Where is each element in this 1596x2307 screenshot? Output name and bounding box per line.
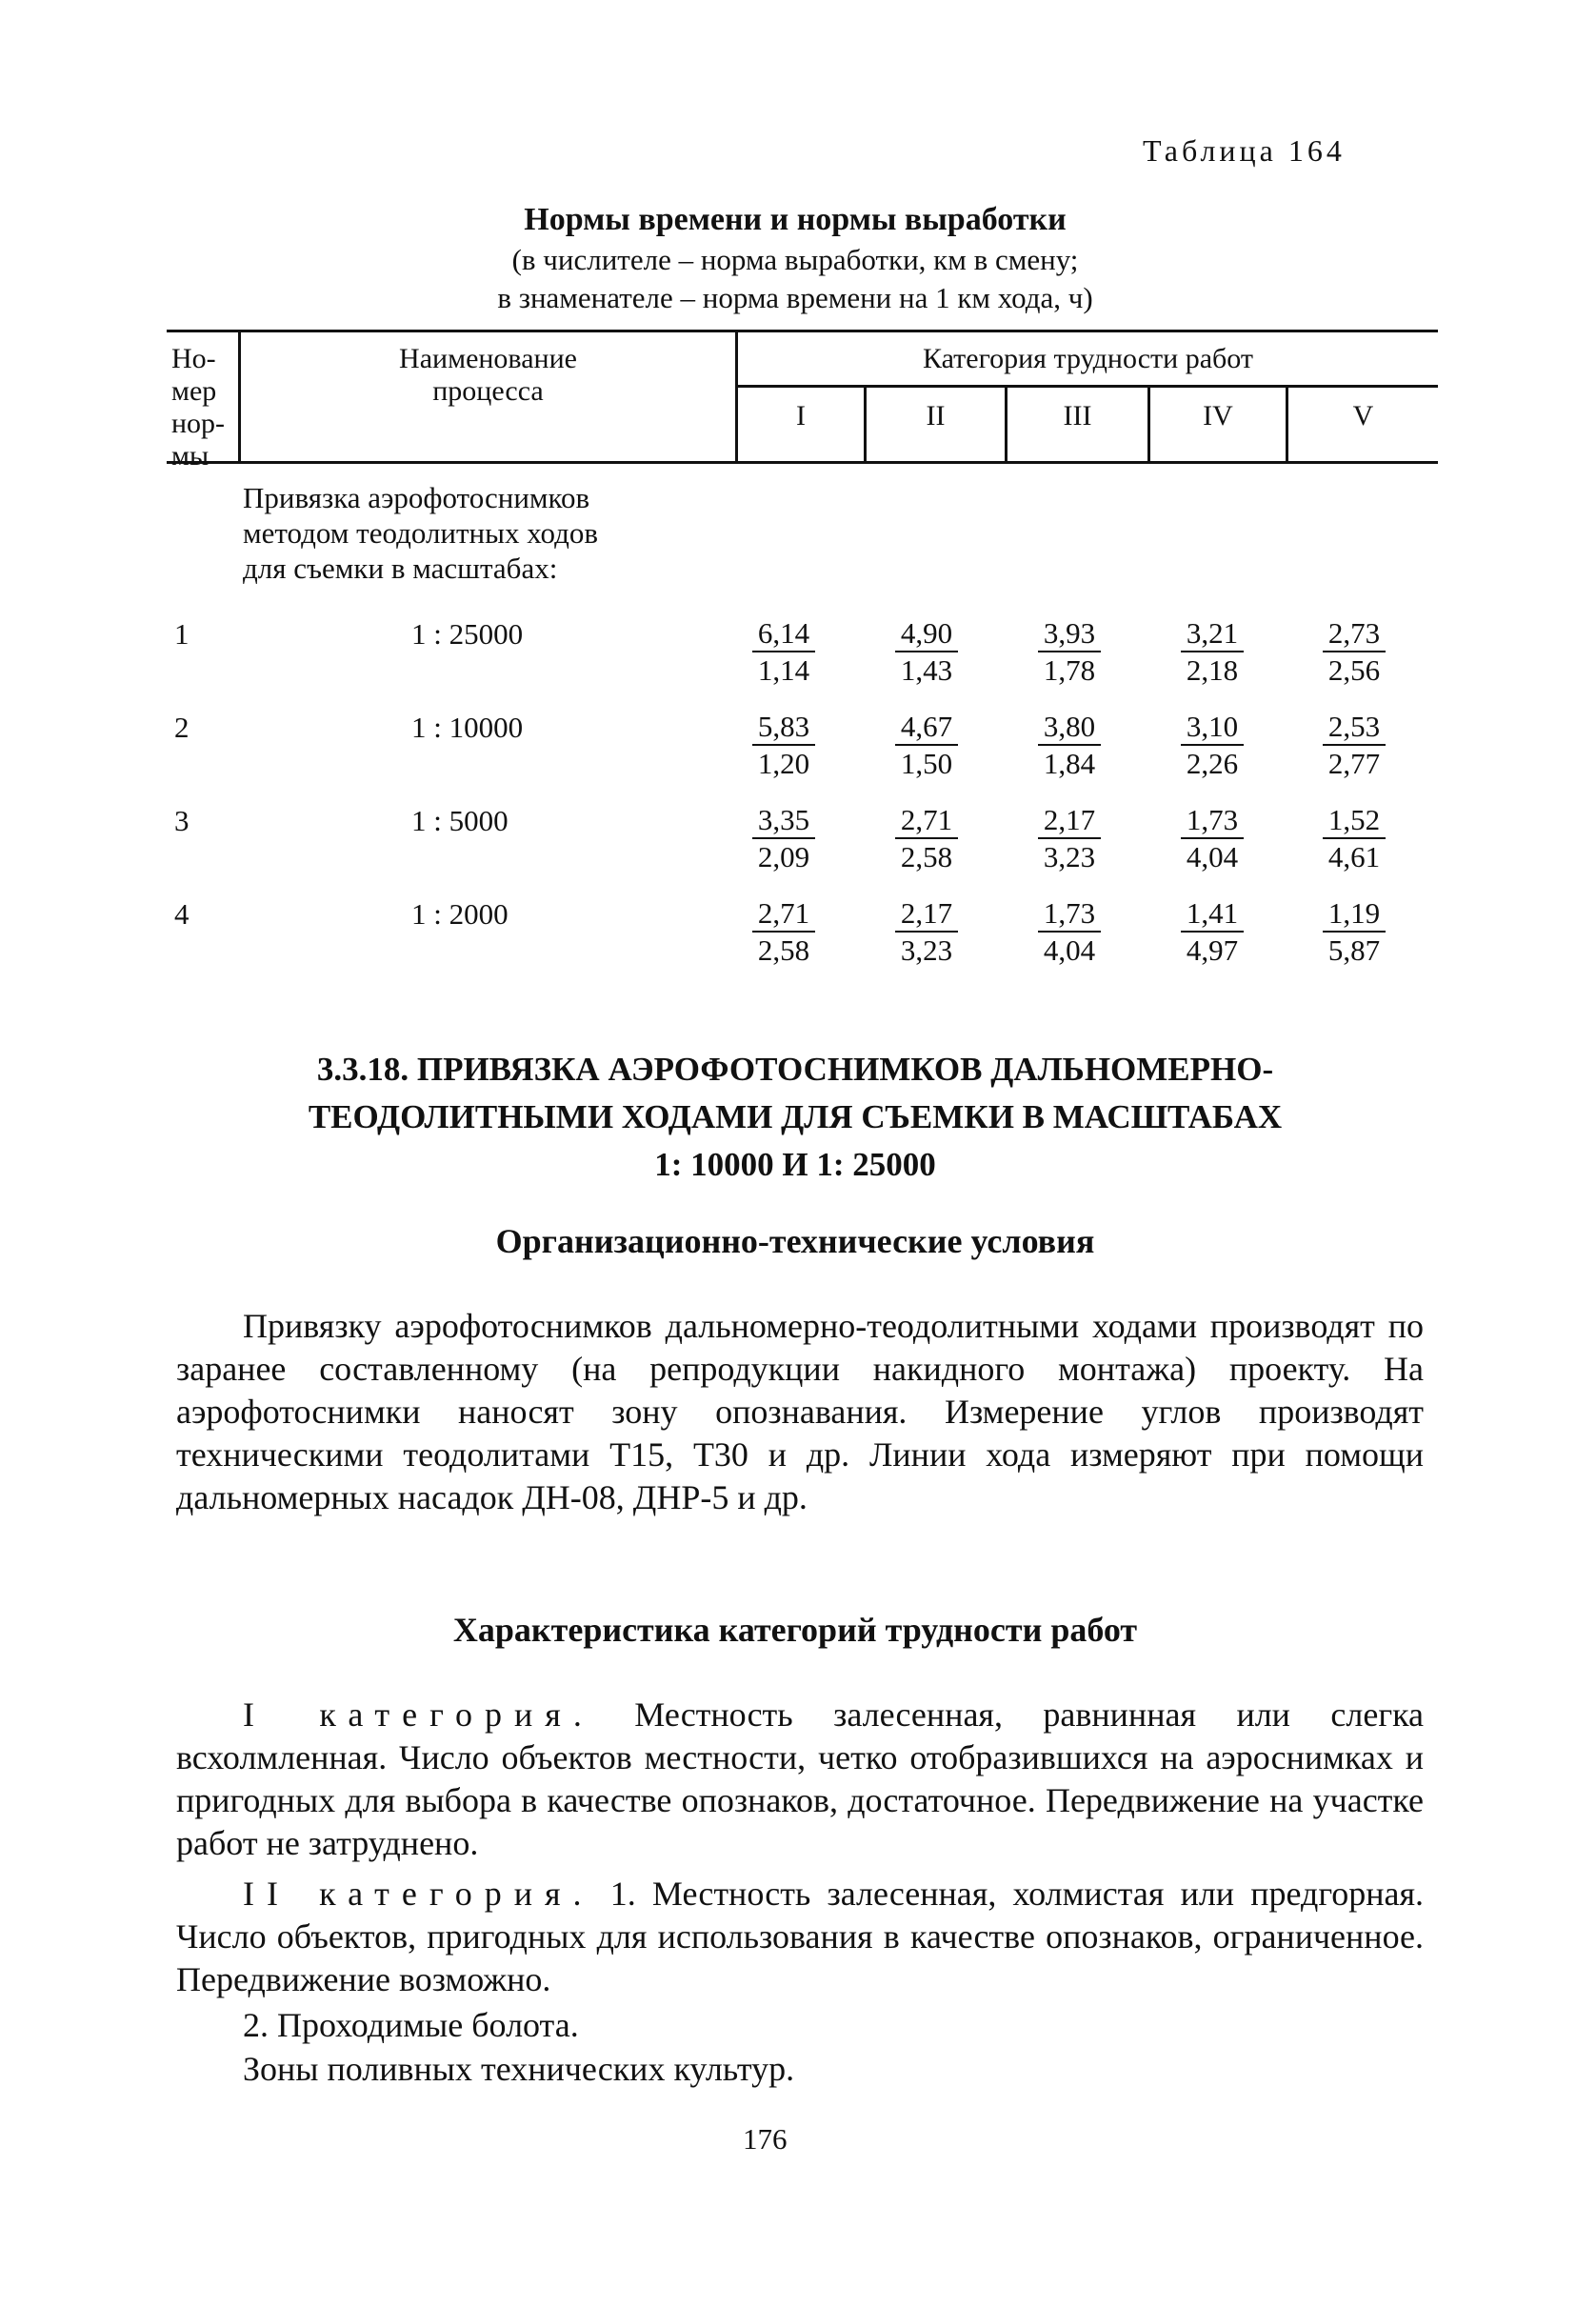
category-1-label: I категория. [243, 1695, 594, 1734]
header-norm-number: Но- мер нор- мы [171, 343, 226, 471]
category-divider-rule [738, 385, 1438, 388]
category-III: III [1063, 400, 1092, 431]
table-title: Нормы времени и нормы выработки [524, 202, 1067, 237]
section-heading: 3.3.18. ПРИВЯЗКА АЭРОФОТОСНИМКОВ ДАЛЬНОМЕРНО- ТЕОДОЛИТНЫМИ ХОДАМИ ДЛЯ СЪЕМКИ В МАСШТАБАХ 1: 10000 И 1: 25000 [308, 1051, 1283, 1183]
header-difficulty-category: Категория трудности работ [922, 343, 1254, 374]
row-scale: 1 : 25000 [411, 617, 524, 651]
table-label: Таблица 164 [1143, 133, 1346, 168]
category-IV: IV [1203, 400, 1233, 431]
value-cell: $\frac{1,52}{4,61}$ [1302, 802, 1406, 875]
value-cell: $\frac{6,14}{1,14}$ [731, 615, 836, 689]
value-cell: $\frac{3,80}{1,84}$ [1017, 709, 1122, 782]
value-cell: $\frac{1,41}{4,97}$ [1160, 895, 1265, 969]
table-header-bottom-rule [167, 461, 1438, 464]
value-cell: $\frac{1,73}{4,04}$ [1160, 802, 1265, 875]
row-scale: 1 : 2000 [411, 897, 509, 931]
page-number: 176 [743, 2122, 788, 2156]
row-number: 4 [174, 897, 190, 931]
value-cell: $\frac{3,10}{2,26}$ [1160, 709, 1265, 782]
category-I: I [796, 400, 806, 431]
category-II: II [926, 400, 946, 431]
row-scale: 1 : 5000 [411, 804, 509, 837]
categories-heading: Характеристика категорий трудности работ [452, 1611, 1138, 1649]
value-cell: $\frac{3,21}{2,18}$ [1160, 615, 1265, 689]
category-V: V [1352, 400, 1374, 431]
value-cell: $\frac{3,93}{1,78}$ [1017, 615, 1122, 689]
value-cell: $\frac{4,90}{1,43}$ [874, 615, 979, 689]
value-cell: $\frac{1,19}{5,87}$ [1302, 895, 1406, 969]
value-cell: $\frac{5,83}{1,20}$ [731, 709, 836, 782]
row-number: 2 [174, 711, 190, 744]
category-1-paragraph: I категория. Местность залесенная, равнинная или слегка всхолмленная. Число объектов местности, четко отобразившихся на аэроснимках и пригодных для выбора в качестве опознаков, достаточное. Передвижение на участке работ не затруднено. [176, 1695, 1425, 1862]
value-cell: $\frac{2,73}{2,56}$ [1302, 615, 1406, 689]
category-2-item-2: 2. Проходимые болота. [243, 2006, 579, 2044]
category-2-paragraph: II категория. 1. Местность залесенная, холмистая или предгорная. Число объектов, пригодных для использования в качестве опознаков, ограниченное. Передвижение возможно. [176, 1875, 1425, 1998]
category-2-label: II категория. [243, 1875, 594, 1913]
value-cell: $\frac{2,53}{2,77}$ [1302, 709, 1406, 782]
value-cell: $\frac{2,17}{3,23}$ [874, 895, 979, 969]
table-top-rule [167, 330, 1438, 332]
table-subtitle-line-1: (в числителе – норма выработки, км в смену; [511, 243, 1079, 276]
value-cell: $\frac{2,71}{2,58}$ [874, 802, 979, 875]
value-cell: $\frac{2,17}{3,23}$ [1017, 802, 1122, 875]
row-scale: 1 : 10000 [411, 711, 524, 744]
category-2-item-3: Зоны поливных технических культур. [243, 2050, 795, 2088]
table-lead-text: Привязка аэрофотоснимков методом теодолитных ходов для съемки в масштабах: [243, 481, 599, 585]
value-cell: $\frac{3,35}{2,09}$ [731, 802, 836, 875]
conditions-heading: Организационно-технические условия [495, 1222, 1095, 1260]
value-cell: $\frac{1,73}{4,04}$ [1017, 895, 1122, 969]
header-divider-1 [238, 330, 241, 463]
header-process-name: Наименование процесса [399, 343, 577, 407]
value-cell: $\frac{4,67}{1,50}$ [874, 709, 979, 782]
value-cell: $\frac{2,71}{2,58}$ [731, 895, 836, 969]
row-number: 1 [174, 617, 190, 651]
row-number: 3 [174, 804, 190, 837]
conditions-paragraph: Привязку аэрофотоснимков дальномерно-теодолитными ходами производят по заранее составленному (на репродукции накидного монтажа) проекту. На аэрофотоснимки наносят зону опознавания. Измерение углов производят техническими теодолитами Т15, Т30 и др. Линии хода измеряют при помощи дальномерных насадок ДН-08, ДНР-5 и др. [176, 1307, 1424, 1516]
table-subtitle-line-2: в знаменателе – норма времени на 1 км хода, ч) [497, 281, 1093, 314]
